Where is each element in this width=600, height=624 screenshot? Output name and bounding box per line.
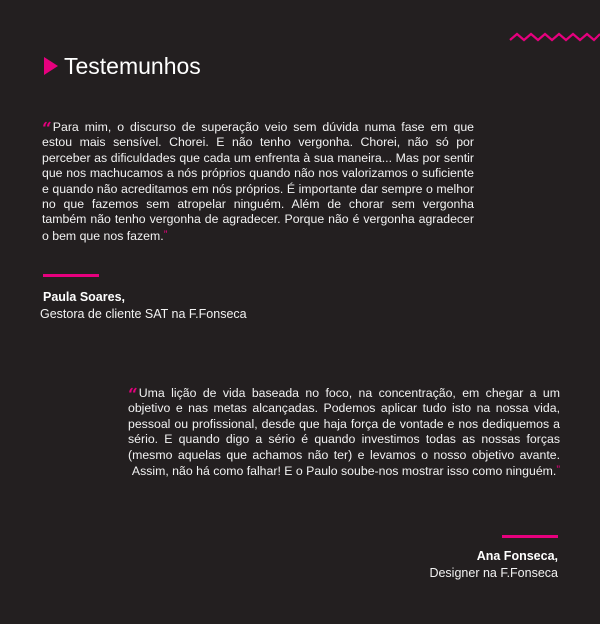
author-role: Gestora de cliente SAT na F.Fonseca bbox=[40, 307, 247, 321]
play-triangle-icon bbox=[44, 57, 58, 75]
open-quote-icon: “ bbox=[42, 119, 52, 139]
page-title: Testemunhos bbox=[64, 53, 201, 79]
testimonial-quote-text: Uma lição de vida baseada no foco, na concentração, em chegar a um objetivo e nas metas alcançadas. Podemos aplicar tudo isto na nossa vida, pessoal ou profissional, desde que haja força de vontade e nos dediquemos a sério. E quando digo a sério é quando investimos todas as nossas forças (mesmo aquelas que achamos não ter) e levamos o nosso objetivo avante. Assim, não há como falhar! E o Paulo soube-nos mostrar isso como ninguém. bbox=[128, 386, 560, 479]
divider bbox=[43, 274, 99, 277]
author-role: Designer na F.Fonseca bbox=[429, 566, 558, 580]
open-quote-icon: “ bbox=[128, 385, 138, 405]
author-name: Paula Soares, bbox=[43, 290, 125, 304]
zigzag-line-icon bbox=[508, 30, 600, 44]
close-quote-icon: ” bbox=[556, 464, 560, 477]
close-quote-icon: ” bbox=[163, 228, 168, 241]
testimonial-quote-2 bbox=[128, 386, 560, 479]
testimonial-author-2 bbox=[429, 548, 558, 582]
author-name: Ana Fonseca, bbox=[476, 549, 558, 563]
testimonial-quote-text: Para mim, o discurso de superação veio sem dúvida numa fase em que estou mais sensível. Chorei. E não tenho vergonha. Chorei, não só por perceber as dificuldades que cada um enfrenta à sua maneira... Mas por sentir que nos machucamos a nós próprios quando não nos valorizamos o suficiente e quando não acreditamos em nós próprios. É importante dar sempre o melhor no que fazemos sem atropelar ninguém. Além de chorar sem vergonha também não tenho vergonha de agradecer. Porque não é vergonha agradecer o bem que nos fazem. bbox=[42, 120, 474, 243]
divider bbox=[502, 535, 558, 538]
testimonial-author-1 bbox=[40, 289, 247, 323]
testimonial-quote-1 bbox=[42, 120, 474, 244]
section-header bbox=[44, 52, 201, 80]
